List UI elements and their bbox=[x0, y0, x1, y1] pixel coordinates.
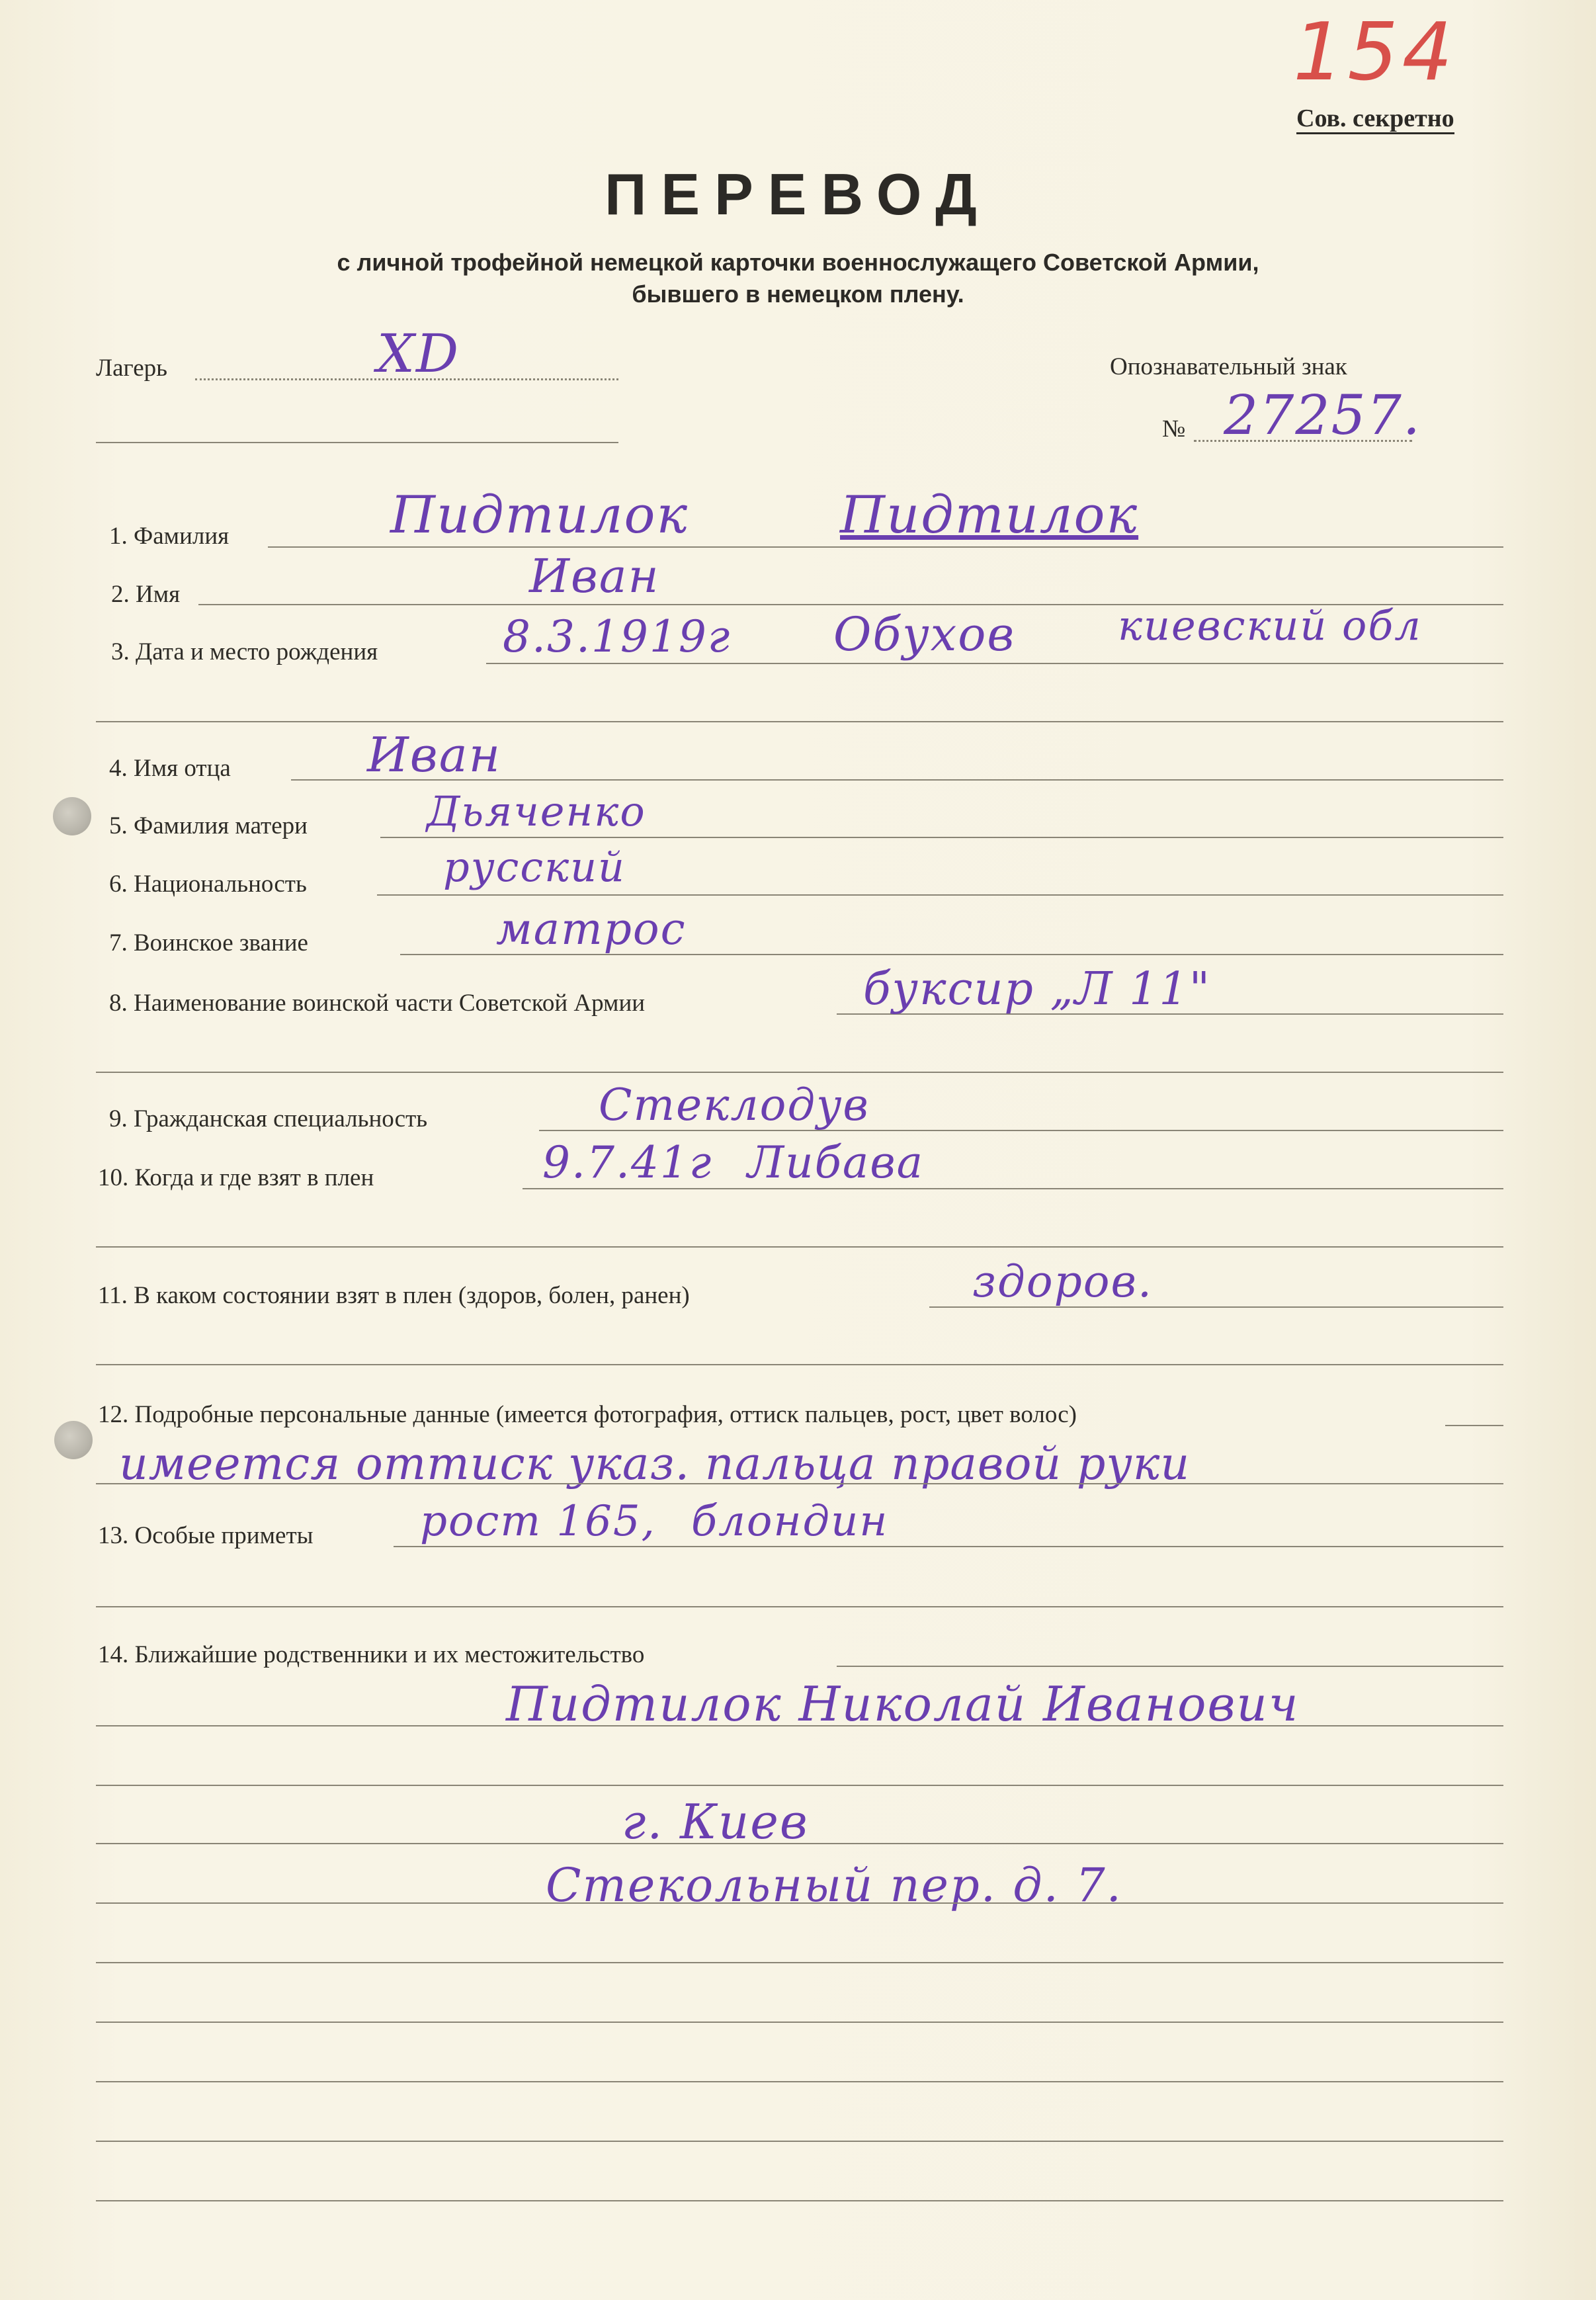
classification-label: Сов. секретно bbox=[1296, 106, 1454, 134]
field-1-value: Пидтилок bbox=[390, 486, 689, 545]
field-11-label: 11. В каком состоянии взят в плен (здоров, болен, ранен) bbox=[98, 1282, 690, 1309]
field-10-label: 10. Когда и где взят в плен bbox=[98, 1164, 374, 1191]
field-10-line-2 bbox=[96, 1246, 1503, 1248]
field-13-line bbox=[394, 1546, 1503, 1547]
field-3-value-2: Обухов bbox=[833, 607, 1016, 661]
handwritten-page-number: 154 bbox=[1293, 7, 1457, 99]
field-13-value-2: блондин bbox=[691, 1497, 889, 1546]
field-12-value: имеется оттиск указ. пальца правой руки bbox=[119, 1438, 1191, 1490]
field-7-label: 7. Воинское звание bbox=[109, 929, 308, 957]
field-5-label: 5. Фамилия матери bbox=[109, 812, 308, 839]
field-12-label: 12. Подробные персональные данные (имеется фотография, оттиск пальцев, рост, цвет волос) bbox=[98, 1401, 1077, 1428]
field-13-label: 13. Особые приметы bbox=[98, 1522, 314, 1549]
blank-line bbox=[96, 2200, 1503, 2201]
blank-line bbox=[96, 1962, 1503, 1963]
field-6-value: русский bbox=[443, 843, 626, 891]
field-3-value-3: киевский обл bbox=[1118, 601, 1422, 650]
field-14-label: 14. Ближайшие родственники и их местожительство bbox=[98, 1641, 645, 1668]
field-11-value: здоров. bbox=[972, 1256, 1153, 1307]
field-5-line bbox=[380, 837, 1503, 838]
punch-hole-top bbox=[53, 797, 91, 835]
id-mark-value: 27257. bbox=[1224, 384, 1421, 447]
field-3-line bbox=[486, 663, 1503, 664]
field-4-label: 4. Имя отца bbox=[109, 755, 231, 782]
field-13-value: рост 165, bbox=[420, 1497, 656, 1546]
field-3-line-2 bbox=[96, 721, 1503, 722]
field-9-value: Стеклодув bbox=[599, 1080, 870, 1130]
field-10-value: 9.7.41г bbox=[542, 1137, 713, 1188]
document-title: ПЕРЕВОД bbox=[605, 161, 991, 227]
field-3-label: 3. Дата и место рождения bbox=[111, 638, 378, 665]
field-10-value-2: Либава bbox=[747, 1137, 924, 1188]
camp-line-2 bbox=[96, 442, 618, 443]
field-1-label: 1. Фамилия bbox=[109, 523, 230, 550]
field-14-line-2 bbox=[96, 1725, 1503, 1726]
punch-hole-bottom bbox=[54, 1421, 93, 1459]
camp-value: XD bbox=[377, 323, 460, 384]
field-10-line bbox=[523, 1188, 1503, 1189]
field-14-value-3: Стекольный пер. д. 7. bbox=[546, 1858, 1122, 1912]
field-6-line bbox=[377, 894, 1503, 896]
field-14-value-2: г. Киев bbox=[622, 1794, 809, 1850]
field-14-line-5 bbox=[96, 1902, 1503, 1904]
field-2-label: 2. Имя bbox=[111, 581, 181, 608]
field-8-value: буксир „Л 11" bbox=[863, 963, 1211, 1015]
camp-label: Лагерь bbox=[96, 355, 168, 382]
field-13-line-2 bbox=[96, 1606, 1503, 1607]
field-14-line bbox=[837, 1666, 1503, 1667]
field-7-value: матрос bbox=[496, 904, 687, 955]
field-9-label: 9. Гражданская специальность bbox=[109, 1105, 428, 1132]
field-14-line-3 bbox=[96, 1785, 1503, 1786]
field-1-value-2: Пидтилок bbox=[840, 486, 1139, 545]
blank-line bbox=[96, 2022, 1503, 2023]
field-5-value: Дьяченко bbox=[427, 787, 646, 835]
field-6-label: 6. Национальность bbox=[109, 871, 307, 898]
field-12-line bbox=[1445, 1425, 1503, 1426]
field-12-line-2 bbox=[96, 1483, 1503, 1484]
blank-line bbox=[96, 2141, 1503, 2142]
field-3-value: 8.3.1919г bbox=[503, 611, 732, 662]
field-2-value: Иван bbox=[529, 549, 660, 603]
field-14-line-4 bbox=[96, 1843, 1503, 1844]
id-mark-number-sign: № bbox=[1162, 415, 1186, 443]
field-11-line-2 bbox=[96, 1364, 1503, 1365]
field-8-line-2 bbox=[96, 1072, 1503, 1073]
field-8-label: 8. Наименование воинской части Советской Армии bbox=[109, 990, 646, 1017]
blank-line bbox=[96, 2081, 1503, 2082]
id-mark-label: Опознавательный знак bbox=[1110, 353, 1347, 380]
document-subtitle-line1: с личной трофейной немецкой карточки военнослужащего Советской Армии, bbox=[337, 249, 1259, 276]
field-1-line bbox=[268, 546, 1503, 548]
field-14-value: Пидтилок Николай Иванович bbox=[506, 1676, 1300, 1732]
document-subtitle-line2: бывшего в немецком плену. bbox=[632, 280, 964, 308]
field-4-value: Иван bbox=[367, 727, 502, 783]
